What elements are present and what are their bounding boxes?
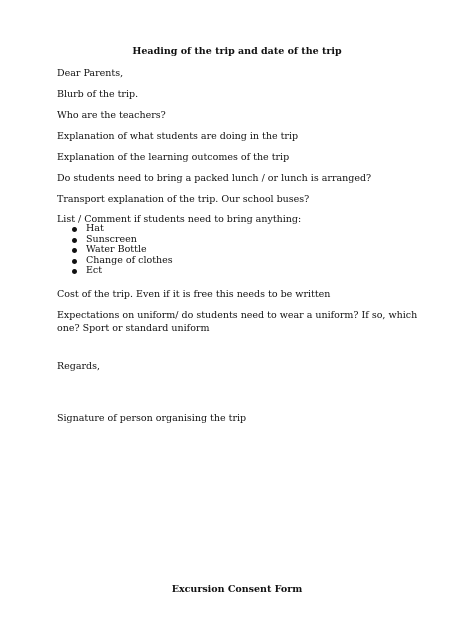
list-item (57, 266, 173, 277)
lunch-line: Do students need to bring a packed lunch / or lunch is arranged? (57, 173, 372, 184)
list-item-label: Ect (86, 265, 103, 277)
bullet-icon (72, 269, 77, 274)
outcomes-line: Explanation of the learning outcomes of the trip (57, 152, 290, 163)
activities-line: Explanation of what students are doing in the trip (57, 131, 299, 142)
salutation: Dear Parents, (57, 68, 124, 79)
blurb-line: Blurb of the trip. (57, 89, 139, 100)
closing-line: Regards, (57, 361, 101, 372)
list-intro-line: List / Comment if students need to bring anything: (57, 214, 302, 225)
cost-line: Cost of the trip. Even if it is free this needs to be written (57, 289, 331, 300)
teachers-line: Who are the teachers? (57, 110, 166, 121)
list-item-label: Hat (86, 223, 104, 234)
signature-line: Signature of person organising the trip (57, 413, 247, 424)
bullet-icon (72, 227, 77, 232)
document-heading: Heading of the trip and date of the trip (132, 46, 342, 57)
transport-line: Transport explanation of the trip. Our school buses? (57, 194, 310, 205)
bullet-icon (72, 259, 77, 264)
list-item-label: Sunscreen (86, 233, 137, 245)
items-list (57, 224, 173, 277)
list-item-label: Water Bottle (86, 244, 147, 256)
list-item (57, 256, 173, 267)
bullet-icon (72, 248, 77, 253)
bullet-icon (72, 238, 77, 243)
uniform-line: Expectations on uniform/ do students need to wear a uniform? If so, which one? Sport or standard uniform (57, 310, 418, 334)
list-item-label: Change of clothes (86, 254, 173, 266)
footer-title: Excursion Consent Form (171, 584, 303, 595)
